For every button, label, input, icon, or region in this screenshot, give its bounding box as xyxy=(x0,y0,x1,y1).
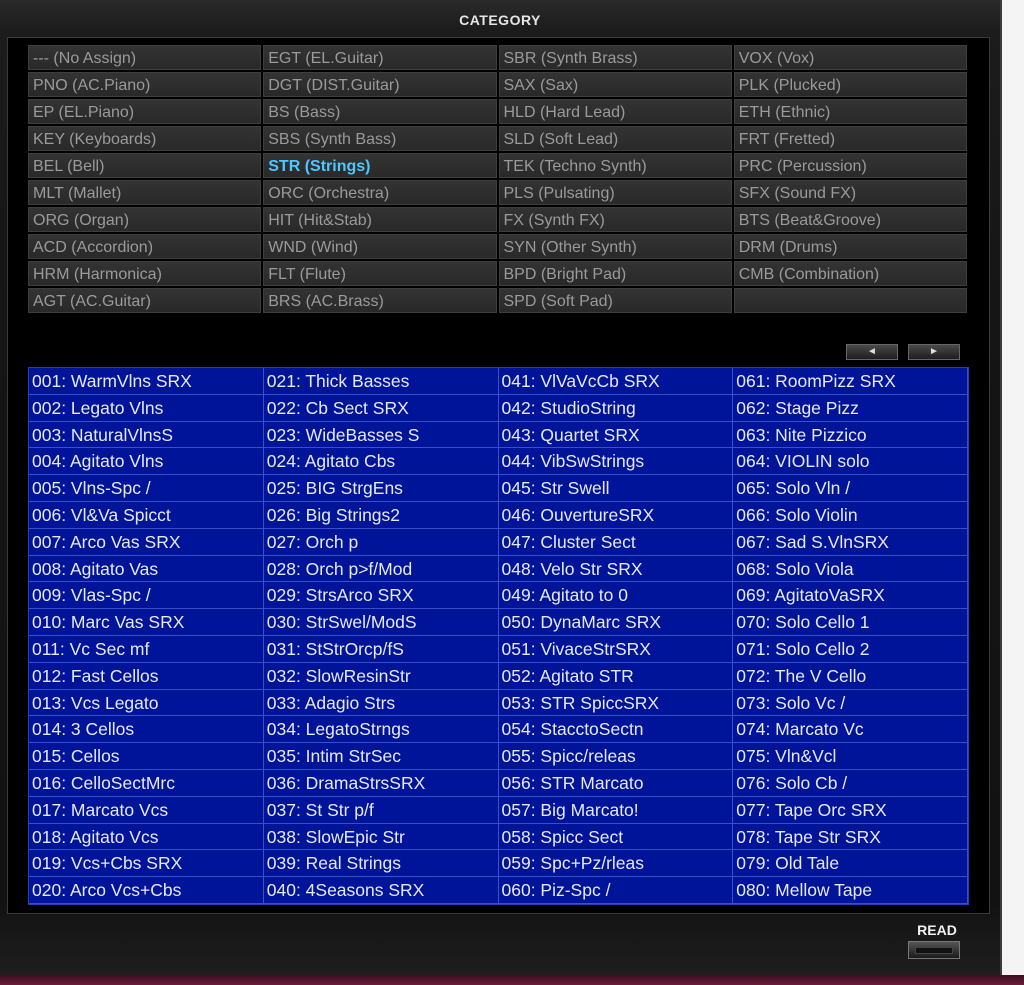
program-item[interactable]: 067: Sad S.VlnSRX xyxy=(733,529,968,556)
category-item[interactable]: MLT (Mallet) xyxy=(28,180,261,205)
program-item[interactable]: 059: Spc+Pz/rleas xyxy=(499,850,734,877)
program-item[interactable]: 001: WarmVlns SRX xyxy=(29,368,264,395)
program-item[interactable]: 037: St Str p/f xyxy=(264,797,499,824)
category-item[interactable]: STR (Strings) xyxy=(263,153,496,178)
program-item[interactable]: 028: Orch p>f/Mod xyxy=(264,556,499,583)
category-item[interactable]: PLK (Plucked) xyxy=(734,72,967,97)
program-item[interactable]: 005: Vlns-Spc / xyxy=(29,475,264,502)
next-page-button[interactable] xyxy=(908,344,960,360)
category-grid xyxy=(28,45,967,313)
program-item[interactable]: 058: Spicc Sect xyxy=(499,824,734,851)
category-item[interactable]: FLT (Flute) xyxy=(263,261,496,286)
program-item[interactable]: 068: Solo Viola xyxy=(733,556,968,583)
category-item[interactable]: PNO (AC.Piano) xyxy=(28,72,261,97)
program-item[interactable]: 056: STR Marcato xyxy=(499,770,734,797)
category-item[interactable]: BS (Bass) xyxy=(263,99,496,124)
program-item[interactable]: 031: StStrOrcp/fS xyxy=(264,636,499,663)
program-item[interactable]: 072: The V Cello xyxy=(733,663,968,690)
category-item[interactable]: ETH (Ethnic) xyxy=(734,99,967,124)
category-item[interactable]: SAX (Sax) xyxy=(499,72,732,97)
category-item[interactable]: DRM (Drums) xyxy=(734,234,967,259)
category-item[interactable]: FX (Synth FX) xyxy=(499,207,732,232)
category-item[interactable]: PLS (Pulsating) xyxy=(499,180,732,205)
category-item[interactable]: SLD (Soft Lead) xyxy=(499,126,732,151)
program-item[interactable]: 043: Quartet SRX xyxy=(499,422,734,449)
program-item[interactable]: 070: Solo Cello 1 xyxy=(733,609,968,636)
category-item[interactable]: FRT (Fretted) xyxy=(734,126,967,151)
category-item[interactable]: BTS (Beat&Groove) xyxy=(734,207,967,232)
program-item[interactable]: 063: Nite Pizzico xyxy=(733,422,968,449)
category-item[interactable]: SBR (Synth Brass) xyxy=(499,45,732,70)
program-item[interactable]: 079: Old Tale xyxy=(733,850,968,877)
arrow-right-icon: ► xyxy=(929,346,939,357)
program-item[interactable]: 047: Cluster Sect xyxy=(499,529,734,556)
arrow-left-icon: ◄ xyxy=(867,346,877,357)
program-item[interactable]: 004: Agitato Vlns xyxy=(29,448,264,475)
bottom-bar xyxy=(0,975,1024,985)
program-item[interactable]: 022: Cb Sect SRX xyxy=(264,395,499,422)
program-item[interactable]: 075: Vln&Vcl xyxy=(733,743,968,770)
program-item[interactable]: 010: Marc Vas SRX xyxy=(29,609,264,636)
category-item[interactable]: BEL (Bell) xyxy=(28,153,261,178)
program-item[interactable]: 062: Stage Pizz xyxy=(733,395,968,422)
program-item[interactable]: 042: StudioString xyxy=(499,395,734,422)
program-item[interactable]: 029: StrsArco SRX xyxy=(264,582,499,609)
program-item[interactable]: 057: Big Marcato! xyxy=(499,797,734,824)
category-item[interactable]: VOX (Vox) xyxy=(734,45,967,70)
program-item[interactable]: 048: Velo Str SRX xyxy=(499,556,734,583)
program-item[interactable]: 044: VibSwStrings xyxy=(499,448,734,475)
program-item[interactable]: 046: OuvertureSRX xyxy=(499,502,734,529)
program-item[interactable]: 071: Solo Cello 2 xyxy=(733,636,968,663)
program-item[interactable]: 065: Solo Vln / xyxy=(733,475,968,502)
program-item[interactable]: 014: 3 Cellos xyxy=(29,716,264,743)
program-item[interactable]: 009: Vlas-Spc / xyxy=(29,582,264,609)
program-item[interactable]: 017: Marcato Vcs xyxy=(29,797,264,824)
program-item[interactable]: 080: Mellow Tape xyxy=(733,877,968,904)
program-item[interactable]: 008: Agitato Vas xyxy=(29,556,264,583)
program-item[interactable]: 060: Piz-Spc / xyxy=(499,877,734,904)
program-item[interactable]: 007: Arco Vas SRX xyxy=(29,529,264,556)
program-item[interactable]: 038: SlowEpic Str xyxy=(264,824,499,851)
category-item[interactable]: CMB (Combination) xyxy=(734,261,967,286)
program-item[interactable]: 049: Agitato to 0 xyxy=(499,582,734,609)
program-item[interactable]: 023: WideBasses S xyxy=(264,422,499,449)
program-item[interactable]: 053: STR SpiccSRX xyxy=(499,690,734,717)
category-item[interactable]: HIT (Hit&Stab) xyxy=(263,207,496,232)
program-item[interactable]: 020: Arco Vcs+Cbs xyxy=(29,877,264,904)
read-button[interactable] xyxy=(908,941,960,959)
program-item[interactable]: 030: StrSwel/ModS xyxy=(264,609,499,636)
program-item[interactable]: 006: Vl&Va Spicct xyxy=(29,502,264,529)
program-item[interactable]: 035: Intim StrSec xyxy=(264,743,499,770)
category-item[interactable]: DGT (DIST.Guitar) xyxy=(263,72,496,97)
program-item[interactable]: 077: Tape Orc SRX xyxy=(733,797,968,824)
read-label: READ xyxy=(917,922,957,938)
program-item[interactable]: 034: LegatoStrngs xyxy=(264,716,499,743)
window-edge xyxy=(1002,0,1024,975)
program-item[interactable]: 055: Spicc/releas xyxy=(499,743,734,770)
program-item[interactable]: 018: Agitato Vcs xyxy=(29,824,264,851)
program-item[interactable]: 019: Vcs+Cbs SRX xyxy=(29,850,264,877)
program-item[interactable]: 052: Agitato STR xyxy=(499,663,734,690)
category-item[interactable]: EGT (EL.Guitar) xyxy=(263,45,496,70)
program-item[interactable]: 015: Cellos xyxy=(29,743,264,770)
program-item[interactable]: 076: Solo Cb / xyxy=(733,770,968,797)
program-item[interactable]: 012: Fast Cellos xyxy=(29,663,264,690)
category-item[interactable]: AGT (AC.Guitar) xyxy=(28,288,261,313)
program-item[interactable]: 051: VivaceStrSRX xyxy=(499,636,734,663)
program-item[interactable]: 054: StacctoSectn xyxy=(499,716,734,743)
program-item[interactable]: 045: Str Swell xyxy=(499,475,734,502)
program-item[interactable]: 016: CelloSectMrc xyxy=(29,770,264,797)
program-item[interactable]: 061: RoomPizz SRX xyxy=(733,368,968,395)
program-item[interactable]: 036: DramaStrsSRX xyxy=(264,770,499,797)
prev-page-button[interactable] xyxy=(846,344,898,360)
program-item[interactable]: 039: Real Strings xyxy=(264,850,499,877)
program-item[interactable]: 032: SlowResinStr xyxy=(264,663,499,690)
category-item[interactable]: HLD (Hard Lead) xyxy=(499,99,732,124)
category-item[interactable] xyxy=(734,288,967,313)
category-item[interactable]: WND (Wind) xyxy=(263,234,496,259)
dialog-title: CATEGORY xyxy=(459,12,541,28)
program-item[interactable]: 013: Vcs Legato xyxy=(29,690,264,717)
program-item[interactable]: 050: DynaMarc SRX xyxy=(499,609,734,636)
program-item[interactable]: 040: 4Seasons SRX xyxy=(264,877,499,904)
category-item[interactable]: SFX (Sound FX) xyxy=(734,180,967,205)
category-item[interactable]: SPD (Soft Pad) xyxy=(499,288,732,313)
program-item[interactable]: 025: BIG StrgEns xyxy=(264,475,499,502)
category-item[interactable]: KEY (Keyboards) xyxy=(28,126,261,151)
program-item[interactable]: 002: Legato Vlns xyxy=(29,395,264,422)
category-item[interactable]: ORC (Orchestra) xyxy=(263,180,496,205)
category-item[interactable]: PRC (Percussion) xyxy=(734,153,967,178)
program-list xyxy=(28,367,969,905)
category-item[interactable]: TEK (Techno Synth) xyxy=(499,153,732,178)
program-item[interactable]: 078: Tape Str SRX xyxy=(733,824,968,851)
program-item[interactable]: 026: Big Strings2 xyxy=(264,502,499,529)
category-item[interactable]: SYN (Other Synth) xyxy=(499,234,732,259)
category-item[interactable]: BPD (Bright Pad) xyxy=(499,261,732,286)
program-item[interactable]: 069: AgitatoVaSRX xyxy=(733,582,968,609)
category-item[interactable]: SBS (Synth Bass) xyxy=(263,126,496,151)
program-item[interactable]: 011: Vc Sec mf xyxy=(29,636,264,663)
program-item[interactable]: 033: Adagio Strs xyxy=(264,690,499,717)
program-item[interactable]: 073: Solo Vc / xyxy=(733,690,968,717)
program-item[interactable]: 041: VlVaVcCb SRX xyxy=(499,368,734,395)
category-item[interactable]: BRS (AC.Brass) xyxy=(263,288,496,313)
category-item[interactable]: ACD (Accordion) xyxy=(28,234,261,259)
program-item[interactable]: 027: Orch p xyxy=(264,529,499,556)
category-item[interactable]: HRM (Harmonica) xyxy=(28,261,261,286)
program-item[interactable]: 024: Agitato Cbs xyxy=(264,448,499,475)
program-item[interactable]: 074: Marcato Vc xyxy=(733,716,968,743)
category-item[interactable]: ORG (Organ) xyxy=(28,207,261,232)
program-item[interactable]: 066: Solo Violin xyxy=(733,502,968,529)
program-item[interactable]: 003: NaturalVlnsS xyxy=(29,422,264,449)
category-item[interactable]: --- (No Assign) xyxy=(28,45,261,70)
program-item[interactable]: 021: Thick Basses xyxy=(264,368,499,395)
category-item[interactable]: EP (EL.Piano) xyxy=(28,99,261,124)
program-item[interactable]: 064: VIOLIN solo xyxy=(733,448,968,475)
